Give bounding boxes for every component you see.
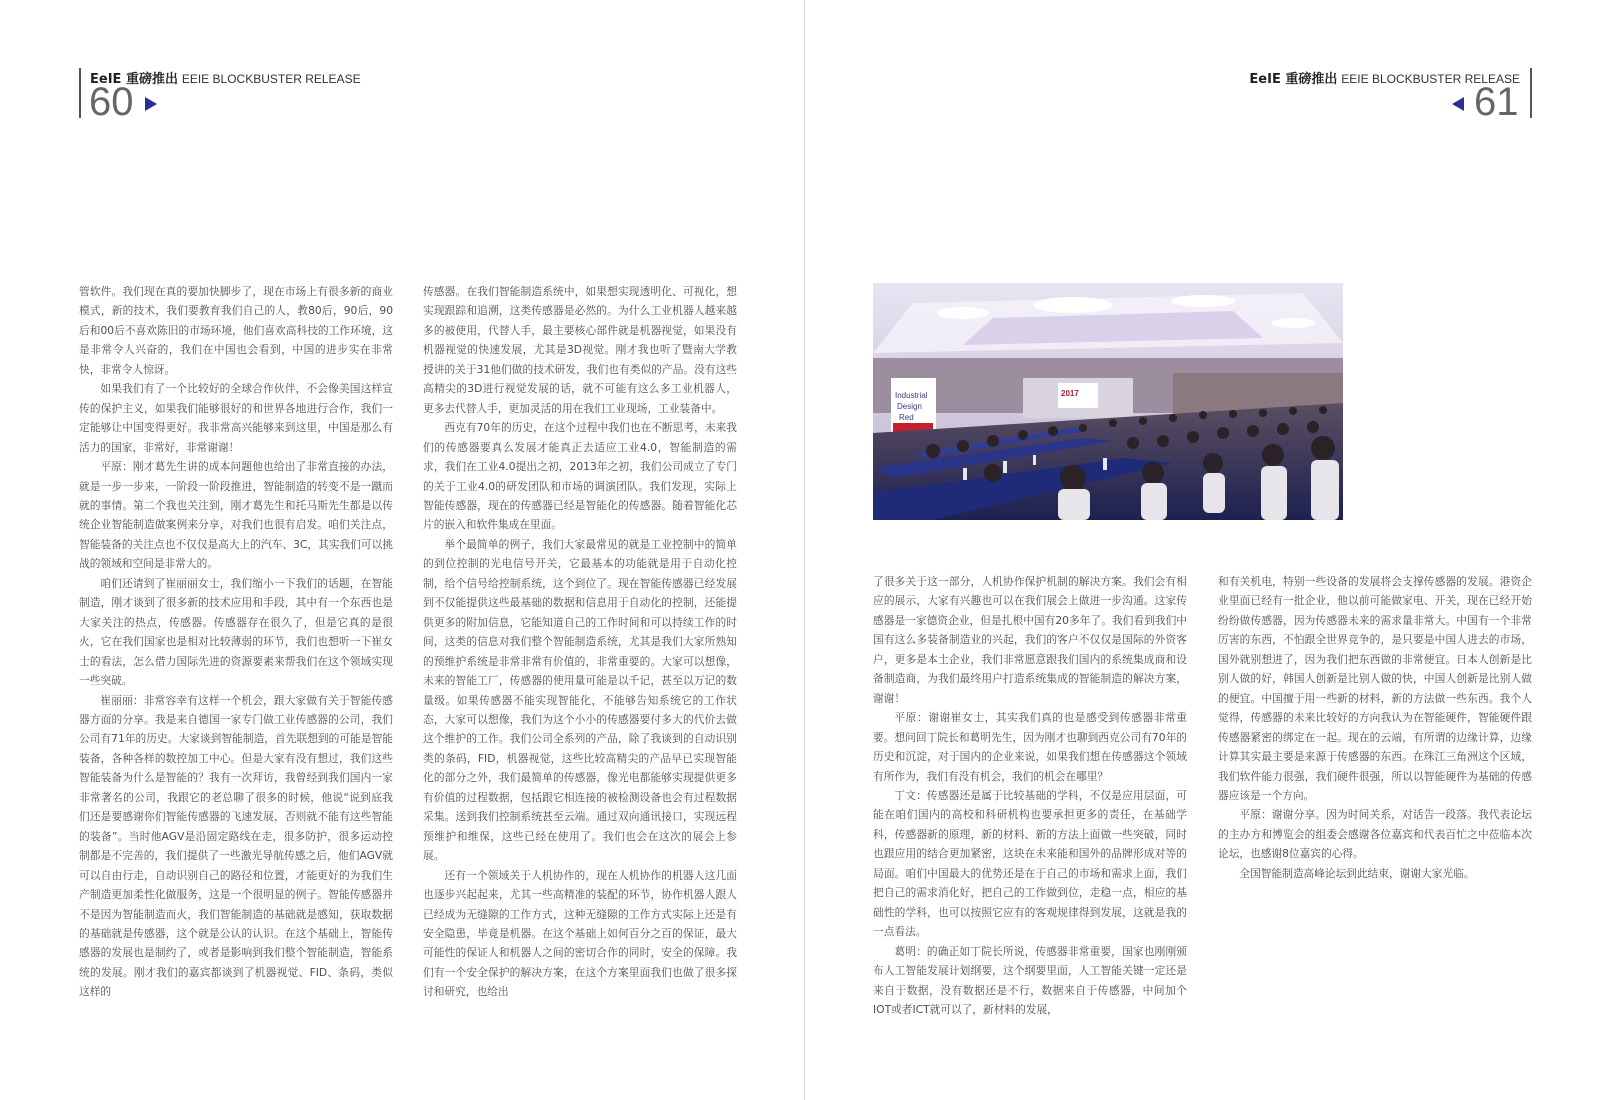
paragraph: 全国智能制造高峰论坛到此结束，谢谢大家光临。 [1239, 866, 1475, 880]
paragraph: 平原：谢谢分享。因为时间关系，对话告一段落。我代表论坛的主办方和博览会的组委会感谢各位嘉宾和代表百忙之中莅临本次论坛，也感谢8位嘉宾的心得。 [1218, 808, 1532, 861]
paragraph: 和有关机电，特别一些设备的发展将会支撑传感器的发展。港资企业里面已经有一批企业，他以前可能做家电、开关，现在已经开始纷纷做传感器，因为传感器未来的需求量非常大。中国有一个非常厉害的东西，不怕跟全世界竞争的，是只要是中国人进去的市场，国外就别想进了，因为我们把东西做的非常便宜。日本人创新是比别人做的好，韩国人创新是比别人做的快，中国人创新是比别人做的便宜。中国擅于用一些新的材料，新的方法做一些东西。我个人觉得，传感器的未来比较好的方向我认为在智能硬件，智能硬件跟传感器紧密的绑定在一起。现在的云端，有所谓的边缘计算，边缘计算其实最主要是来源于传感器的东西。在珠江三角洲这个区域，我们软件能力很强，我们硬件很强，所以以智能硬件为基础的传感器应该是一个方向。 [1218, 575, 1532, 802]
photo-banner-word: Industrial [895, 391, 928, 400]
paragraph: 丁文：传感器还是属于比较基础的学科，不仅是应用层面，可能在咱们国内的高校和科研机构也要承担更多的责任，在基础学科，传感器新的原理，新的材料、新的方法上面做一些突破，同时也跟应用的结合更加紧密，这块在未来能和国外的品牌形成对等的局面。咱们中国最大的优势还是在于自己的市场和需求上面，我们把自己的需求消化好，把自己的工作做到位，走稳一点，相应的基础性的学科，也可以按照它应有的客观规律得到发展，这就是我的一点看法。 [873, 788, 1187, 939]
header-rule-left [79, 68, 81, 118]
text-column-1 [79, 282, 393, 1044]
header-rule-right [1530, 68, 1532, 118]
photo-banner-word: Design [897, 402, 922, 411]
paragraph: 管软件。我们现在真的要加快脚步了，现在市场上有很多新的商业模式，新的技术，我们要教育我们自己的人，教80后，90后，90后和00后不喜欢陈旧的市场环境，他们喜欢高科技的工作环境，这是非常令人兴奋的，我们在中国也会看到，中国的进步实在非常快，非常令人惊讶。 [79, 285, 393, 376]
page-number-right: 61 [1474, 80, 1519, 124]
text-column-2 [423, 282, 737, 1044]
paragraph: 了很多关于这一部分，人机协作保护机制的解决方案。我们会有相应的展示，大家有兴趣也可以在我们展会上做进一步沟通。这家传感器是一家德资企业，但是扎根中国有20多年了。我们看到我们中国有这么多装备制造业的兴起，我们的客户不仅仅是国际的外资客户，更多是本土企业，我们非常愿意跟我们国内的系统集成商和设备制造商，为我们最终用户打造系统集成的智能制造的解决方案，谢谢！ [873, 575, 1187, 705]
header-brand-en: EEIE BLOCKBUSTER RELEASE [1341, 72, 1520, 86]
paragraph: 崔丽丽：非常容幸有这样一个机会，跟大家做有关于智能传感器方面的分享。我是来自德国一家专门做工业传感器的公司，我们公司有71年的历史。大家谈到智能制造，首先联想到的可能是智能装备，各种各样的数控加工中心。但是大家有没有想过，我们这些智能装备为什么是智能的？我有一次拜访，我曾经到我们国内一家非常著名的公司，我跟它的老总聊了很多的时候，他说“说到底我们还是要感谢你们智能传感器的飞速发展，否则就不能有这些智能的装备”。当时他AGV是沿固定路线在走，很多防护，很多运动控制都是不完善的，我们提供了一些激光导航传感之后，他们AGV就可以自由行走，自动识别自己的路径和位置，才能更好的为我们生产制造更加柔性化做服务，这是一个很明显的例子。智能传感器并不是因为智能制造而火，我们智能制造的基础就是感知，获取数据的基础就是传感器，这个就是公认的认识。在这个基础上，智能传感器的发展也是制约了，或者是影响到我们整个智能制造，智能系统的发展。刚才我们的嘉宾都谈到了机器视觉、FID、条码，类似这样的 [79, 693, 393, 999]
page-spine [804, 0, 805, 1100]
text-column-4 [1218, 572, 1532, 912]
header-brand-zh: EeIE 重磅推出 [90, 72, 178, 87]
page-number-left: 60 [89, 80, 134, 124]
text-column-3 [873, 572, 1187, 1042]
paragraph: 平原：谢谢崔女士，其实我们真的也是感受到传感器非常重要。想问回丁院长和葛明先生，因为刚才也聊到西克公司有70年的历史和沉淀，对于国内的企业来说，如果我们想在传感器这个领域有所作为，我们有没有机会，我们的机会在哪里？ [873, 711, 1187, 783]
paragraph: 如果我们有了一个比较好的全球合作伙伴，不会像美国这样宣传的保护主义，如果我们能够很好的和世界各地进行合作，我们一定能够让中国变得更好。我非常高兴能够来到这里，中国是那么有活力的国家，非常好，非常谢谢！ [79, 382, 393, 454]
header-brand-zh: EeIE 重磅推出 [1249, 72, 1338, 87]
paragraph: 咱们还请到了崔丽丽女士，我们缩小一下我们的话题，在智能制造，刚才谈到了很多新的技术应用和手段，其中有一个东西也是大家关注的热点，传感器。传感器存在很久了，但是它真的是很火，它在我们国家也是相对比较薄弱的环节，我们也想听一下崔女士的看法，怎么借力国际先进的资源要素来帮我们在这个领域实现一些突破。 [79, 576, 393, 688]
photo-banner-year: 2017 [1061, 389, 1079, 398]
triangle-left-icon [1452, 97, 1464, 111]
conference-photo [873, 283, 1343, 520]
triangle-right-icon [145, 97, 157, 111]
paragraph: 葛明：的确正如丁院长所说，传感器非常重要，国家也刚刚颁布人工智能发展计划纲要，这个纲要里面，人工智能关键一定还是来自于数据，没有数据还是不行，数据来自于传感器，中间加个IOT或者ICT就可以了，新材料的发展， [873, 944, 1187, 1016]
header-brand-en: EEIE BLOCKBUSTER RELEASE [181, 72, 361, 86]
paragraph: 还有一个领域关于人机协作的，现在人机协作的机器人这几面也逐步兴起起来，尤其一些高精准的装配的环节，协作机器人跟人已经成为无缝隙的工作方式，这种无缝隙的工作方式实际上还是有安全隐患，毕竟是机器。在这个基础上如何百分之百的保证，最大可能性的保证人和机器人之间的密切合作的同时，安全的保障。我们有一个安全保护的解决方案，在这个方案里面我们也做了很多探讨和研究，也给出 [423, 868, 737, 999]
paragraph: 举个最简单的例子，我们大家最常见的就是工业控制中的简单的到位控制的光电信号开关，它最基本的功能就是用于自动化控制，给个信号给控制系统，这个到位了。现在智能传感器已经发展到不仅能提供这些最基础的数据和信息用于自动化的控制，还能提供更多的附加信息，它能知道自己的工作时间和可以持续工作的时间，这类的信息对我们整个智能制造系统，尤其是我们大家所熟知的预维护系统是非常非常有价值的，非常重要的。大家可以想像，未来的智能工厂，传感器的使用量可能是以千记，甚至以万记的数量级。如果传感器不能实现智能化，不能够告知系统它的工作状态，大家可以想像，我们为这个小小的传感器要付多大的代价去做这个维护的工作。我们公司全系列的产品，除了我谈到的自动识别类的条码，FID，机器视觉，这些比较高精尖的产品早已实现智能化的部分之外，我们最简单的传感器，像光电都能够实现提供更多有价值的过程数据，包括跟它相连接的被检测设备也会有过程数据采集。送到我们控制系统甚至云端。通过双向通讯接口，实现远程预维护和维保，这些已经在使用了。我们也会在这次的展会上参展。 [423, 537, 737, 863]
photo-banner-word: Red [899, 413, 914, 422]
paragraph: 传感器。在我们智能制造系统中，如果想实现透明化、可视化，想实现跟踪和追溯，这类传感器是必然的。为什么工业机器人越来越多的被使用，代替人手，最主要核心部件就是机器视觉，如果没有机器视觉的快速发展，尤其是3D视觉。刚才我也听了暨南大学教授讲的关于31他们做的技术研发，我们也有类似的产品。没有这些高精尖的3D进行视觉发展的话，就不可能有这么多工业机器人，更多去代替人手，更加灵活的用在我们工业现场，工业装备中。 [423, 285, 737, 415]
paragraph: 西克有70年的历史，在这个过程中我们也在不断思考，未来我们的传感器要真么发展才能真正去适应工业4.0，智能制造的需求，我们在工业4.0提出之初，2013年之初，我们公司成立了专门的关于工业4.0的研发团队和市场的调演团队。我们发现，实际上智能传感器，现在的传感器已经是智能化的传感器。随着智能化芯片的嵌入和软件集成在里面。 [423, 421, 737, 532]
paragraph: 平原：刚才葛先生讲的成本问题他也给出了非常直接的办法，就是一步一步来，一阶段一阶段推进，智能制造的转变不是一蹴而就的事情。第二个我也关注到，刚才葛先生和托马斯先生都是以传统企业智能制造做案例来分享，对我们也很有启发。咱们关注点，智能装备的关注点也不仅仅是高大上的汽车、3C，其实我们可以挑战的领域和空间是非常大的。 [79, 460, 393, 571]
